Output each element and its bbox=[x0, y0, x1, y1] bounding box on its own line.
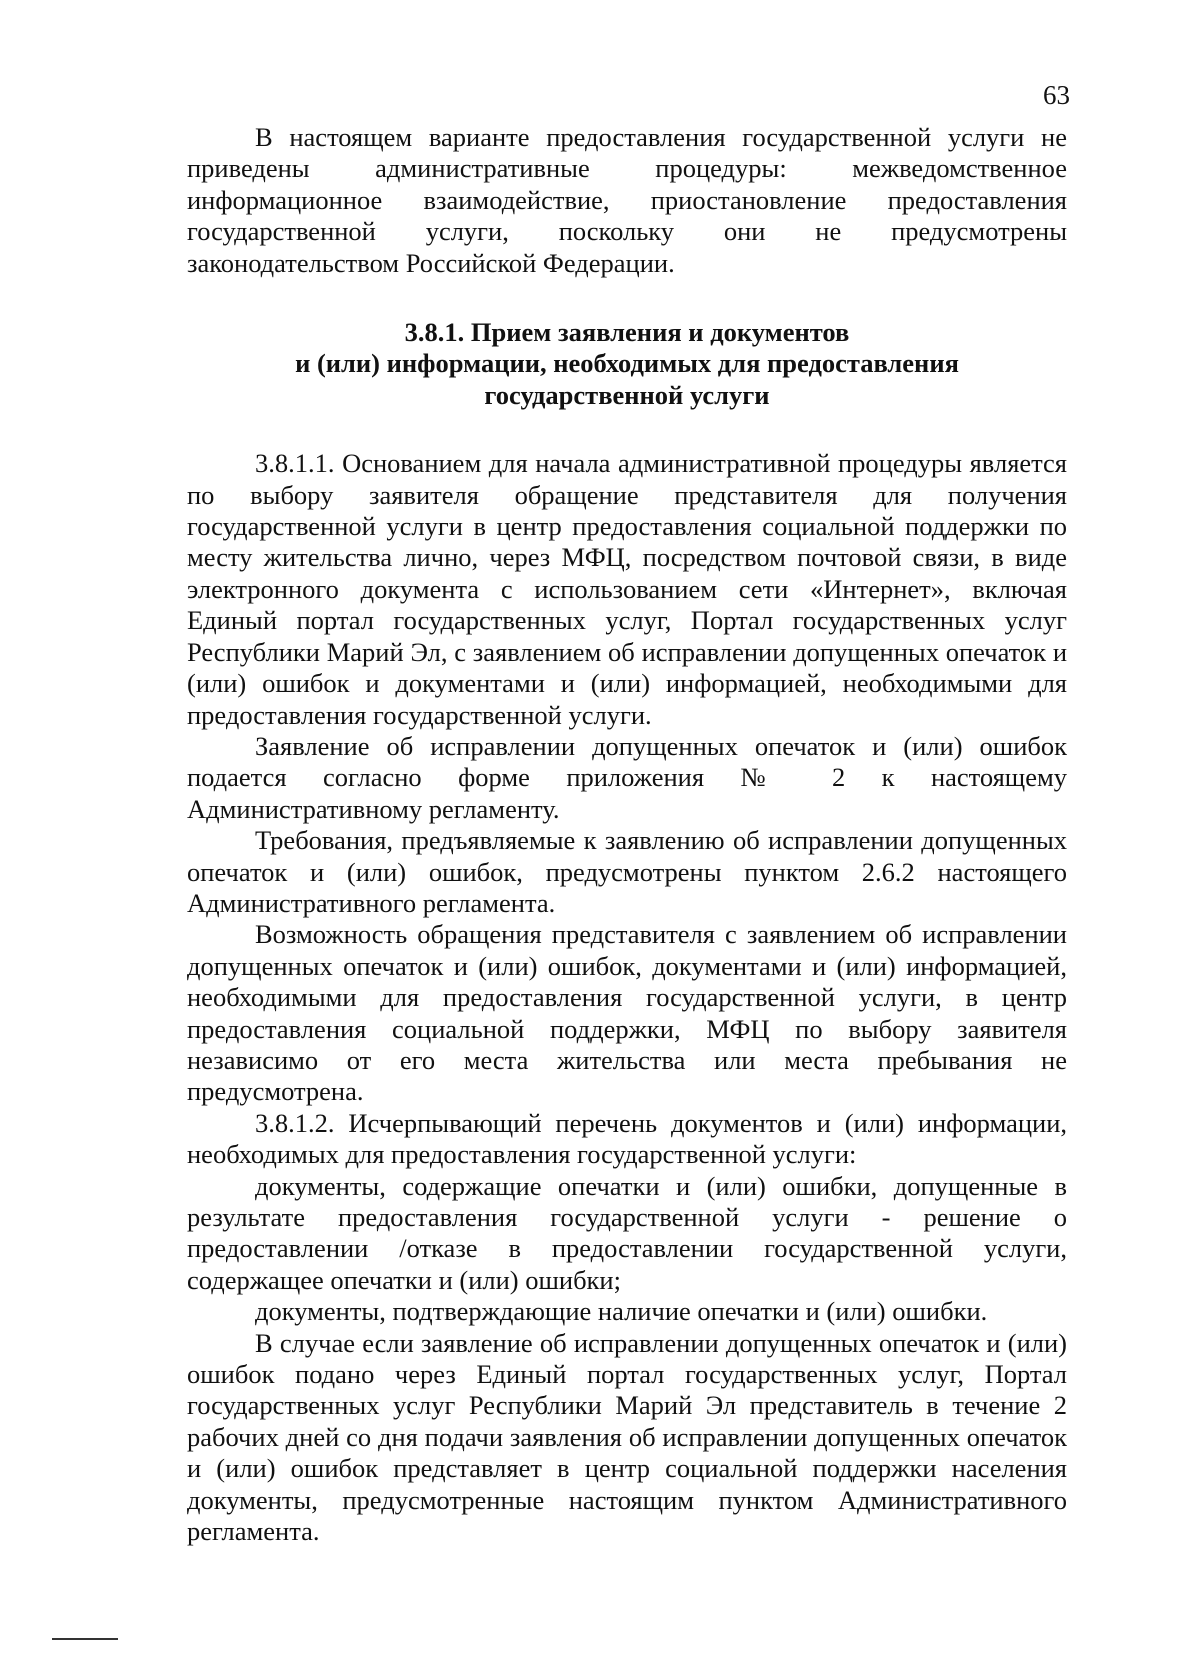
paragraph-documents-with-errors: документы, содержащие опечатки и (или) ошибки, допущенные в результате предоставления государственной услуги - решение о предоставлении /отказе в предоставлении государственной услуги, содержащее опечатки и (или) ошибки; bbox=[187, 1170, 1067, 1295]
paragraph-3-8-1-2: 3.8.1.2. Исчерпывающий перечень документов и (или) информации, необходимых для предоставления государственной услуги: bbox=[187, 1107, 1067, 1170]
document-body bbox=[187, 122, 1067, 1547]
section-heading-line: государственной услуги bbox=[484, 379, 770, 410]
paragraph-confirming-documents: документы, подтверждающие наличие опечатки и (или) ошибки. bbox=[255, 1296, 988, 1327]
paragraph-application-form: Заявление об исправлении допущенных опечаток и (или) ошибок подается согласно форме приложения № 2 к настоящему Административному регламенту. bbox=[187, 730, 1067, 824]
intro-paragraph: В настоящем варианте предоставления государственной услуги не приведены административные процедуры: межведомственное информационное взаимодействие, приостановление предоставления государственной услуги, поскольку они не предусмотрены законодательством Российской Федерации. bbox=[187, 122, 1067, 278]
paragraph-3-8-1-1: 3.8.1.1. Основанием для начала административной процедуры является по выбору заявителя обращение представителя для получения государственной услуги в центр предоставления социальной поддержки по месту жительства лично, через МФЦ, посредством почтовой связи, в виде электронного документа с использованием сети «Интернет», включая Единый портал государственных услуг, Портал государственных услуг Республики Марий Эл, с заявлением об исправлении допущенных опечаток и (или) ошибок и документами и (или) информацией, необходимыми для предоставления государственной услуги. bbox=[187, 448, 1067, 730]
section-heading-line: и (или) информации, необходимых для предоставления bbox=[295, 348, 959, 379]
footer-divider bbox=[52, 1638, 118, 1640]
page-number: 63 bbox=[1043, 80, 1070, 110]
paragraph-possibility: Возможность обращения представителя с заявлением об исправлении допущенных опечаток и (или) ошибок, документами и (или) информацией, необходимыми для предоставления государственной услуги, в центр предоставления социальной поддержки, МФЦ по выбору заявителя независимо от его места жительства или места пребывания не предусмотрена. bbox=[187, 919, 1067, 1107]
section-heading-line: 3.8.1. Прием заявления и документов bbox=[404, 317, 850, 348]
section-heading bbox=[187, 317, 1067, 411]
paragraph-portal-case: В случае если заявление об исправлении допущенных опечаток и (или) ошибок подано через Единый портал государственных услуг, Портал государственных услуг Республики Марий Эл представитель в течение 2 рабочих дней со дня подачи заявления об исправлении допущенных опечаток и (или) ошибок представляет в центр социальной поддержки населения документы, предусмотренные настоящим пунктом Административного регламента. bbox=[187, 1327, 1067, 1547]
paragraph-requirements: Требования, предъявляемые к заявлению об исправлении допущенных опечаток и (или) ошибок, предусмотрены пунктом 2.6.2 настоящего Административного регламента. bbox=[187, 825, 1067, 918]
